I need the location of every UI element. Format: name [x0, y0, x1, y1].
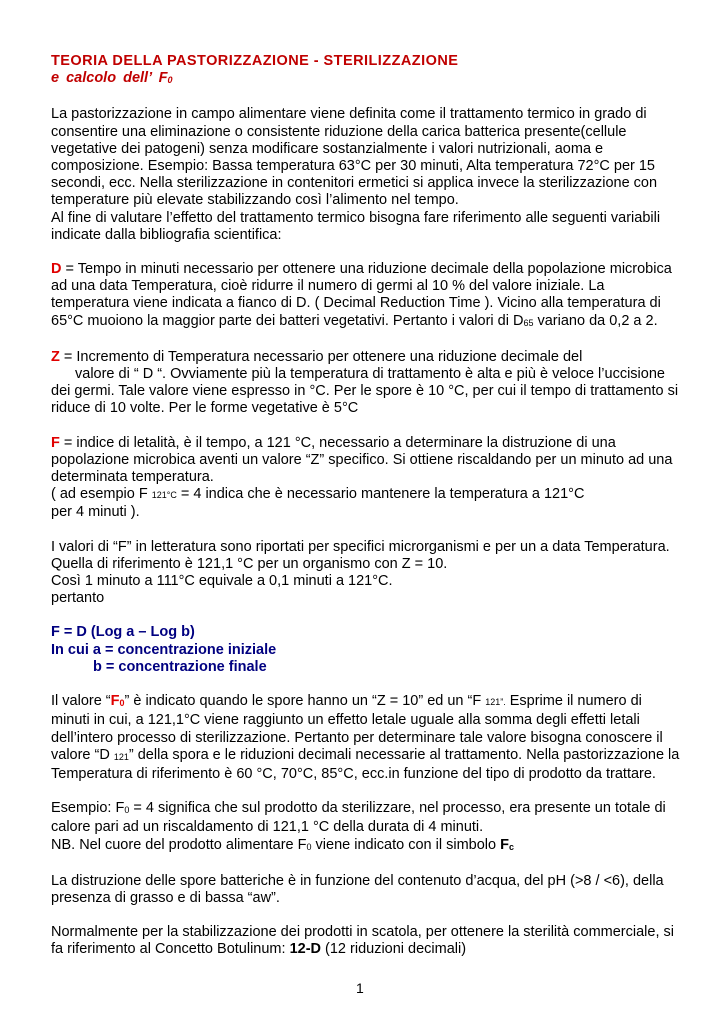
- definition-d: D = Tempo in minuti necessario per ottenere una riduzione decimale della popolazione microbica ad una data Temperatura, cioè ridurre il numero di germi al 10 % del valore iniziale. La temperatura viene indicata a fianco di D. ( Decimal Reduction Time ). Vicino alla temperatura di 65°C muoiono la maggior parte dei batteri vegetativi. Pertanto i valori di $D_{65}$ variano da 0,2 a 2.: [51, 261, 672, 329]
- example-paragraph: Esempio: $F_0 = 4$ significa che sul prodotto da sterilizzare, nel processo, era presente un totale di calore pari ad un riscaldamento di 121,1 °C della durata di 4 minuti. NB. Nel cuore del prodotto alimentare $F_0$ viene indicato con il simbolo $F_c$: [51, 800, 666, 853]
- spores-paragraph: La distruzione delle spore batteriche è in funzione del contenuto d’acqua, del pH (>8 / <6), della presenza di grasso e di bassa “aw”.: [51, 872, 664, 906]
- title-line-2: e calcolo dell’ $F_0$: [51, 70, 173, 87]
- f0-symbol: $F_0$: [110, 693, 125, 710]
- formula-line-1: F = D (Log a – Log b): [51, 624, 195, 641]
- intro-paragraph-2: Al fine di valutare l’effetto del trattamento termico bisogna fare riferimento alle seguenti variabili indicate dalla bibliografia scientifica:: [51, 209, 661, 243]
- botulinum-paragraph: Normalmente per la stabilizzazione dei prodotti in scatola, per ottenere la sterilità commerciale, si fa riferimento al Concetto Botulinum: 12-D (12 riduzioni decimali): [51, 924, 674, 958]
- page-number: 1: [356, 980, 364, 996]
- fc-symbol: $F_c$: [500, 836, 514, 853]
- f0-paragraph: Il valore “$F_0$” è indicato quando le spore hanno un “Z = 10” ed un “F 121”. Esprime il numero di minuti in cui, a 121,1°C viene raggiunto un effetto letale uguale alla somma degli effetti letali dell’intero processo di sterilizzazione. Pertanto per determinare tale valore bisogna conoscere il valore “D $_{121}$” della spora e le riduzioni decimali necessarie al trattamento. Nella pastorizzazione la Temperatura di riferimento è 60 °C, 70°C, 85°C, ecc.in funzione del tipo di prodotto da trattare.: [51, 693, 680, 782]
- formula-line-2: In cui a = concentrazione iniziale: [51, 641, 277, 658]
- formula-line-3: b = concentrazione finale: [93, 658, 267, 675]
- letter-f: F: [51, 434, 60, 451]
- intro-paragraph: La pastorizzazione in campo alimentare viene definita come il trattamento termico in grado di consentire una eliminazione o consistente riduzione della carica batterica presente(cellule vegetative dei patogeni) senza modificare sostanzialmente i valori nutrizionali, aoma e composizione. Esempio: Bassa temperatura 63°C per 30 minuti, Alta temperatura 72°C per 15 secondi, ecc. Nella sterilizzazione in contenitori ermetici si applica invece la sterilizzazione con temperature più elevate stabilizzando così l’alimento nel tempo.: [51, 106, 658, 209]
- definition-z: Z = Incremento di Temperatura necessario per ottenere una riduzione decimale del valore di “ D “. Ovviamente più la temperatura di trattamento è alta e più è veloce l’uccisione dei germi. Tale valore viene espresso in °C. Per le spore è 10 °C, per cui il tempo di trattamento si riduce di 10 volte. Per le forme vegetative è 5°C: [51, 348, 679, 417]
- letter-z: Z: [51, 348, 60, 365]
- document-body: [51, 53, 683, 959]
- title-line-1: TEORIA DELLA PASTORIZZAZIONE - STERILIZZAZIONE: [51, 53, 459, 69]
- letter-d: D: [51, 261, 62, 278]
- literature-paragraph: I valori di “F” in letteratura sono riportati per specifici microrganismi e per un a data Temperatura. Quella di riferimento è 121,1 °C per un organismo con Z = 10. Così 1 minuto a 111°C equivale a 0,1 minuti a 121°C. pertanto: [51, 538, 670, 607]
- definition-f: F = indice di letalità, è il tempo, a 121 °C, necessario a determinare la distruzione di una popolazione microbica aventi un valore “Z” specifico. Si ottiene riscaldando per un minuto ad una determinata temperatura. ( ad esempio F 121°C = 4 indica che è necessario mantenere la temperatura a 121°C per 4 minuti ).: [51, 434, 673, 521]
